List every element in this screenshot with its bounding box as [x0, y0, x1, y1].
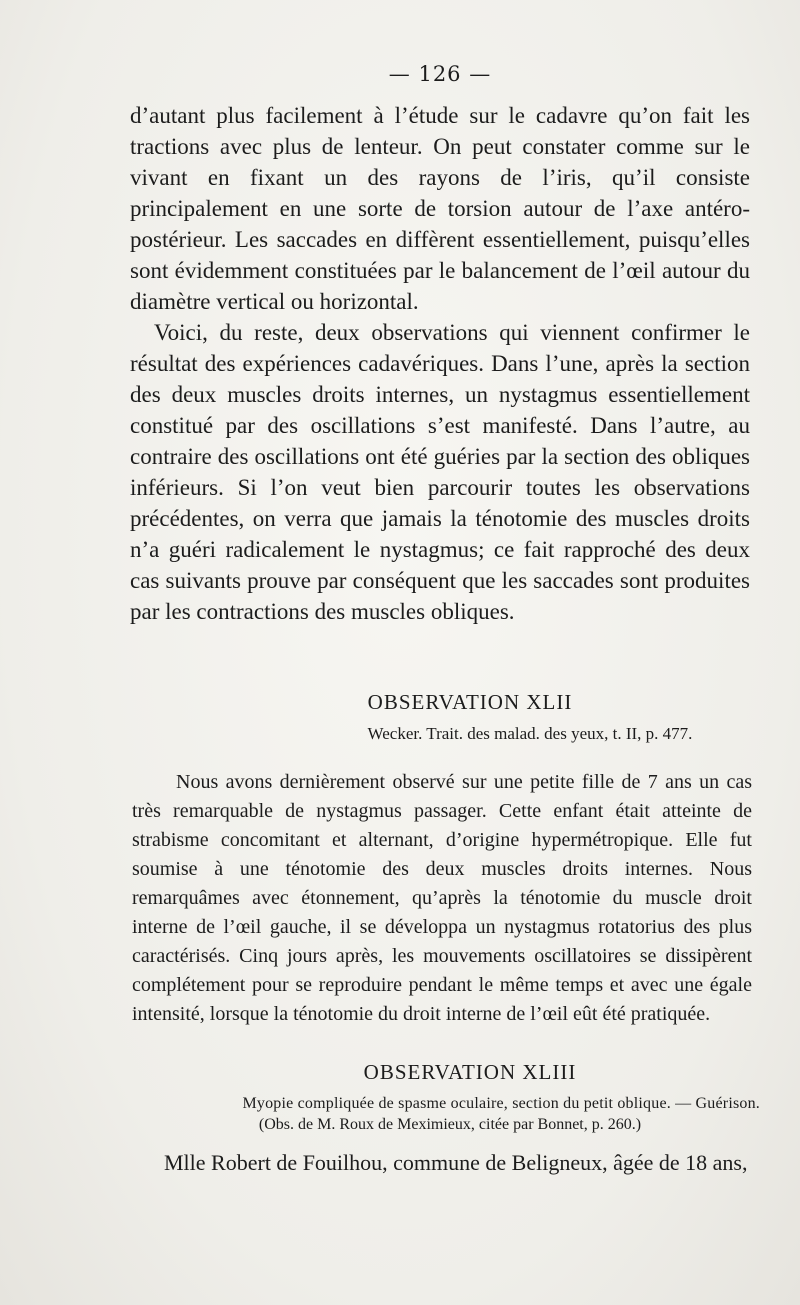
- intro-paragraph-2: Voici, du reste, deux observations qui viennent confirmer le résultat des expériences cadavériques. Dans l’une, après la section des deux muscles droits internes, un nystagmus essentiellement constitué par des oscillations s’est manifesté. Dans l’autre, au contraire des oscillations ont été guéries par la section des obliques inférieurs. Si l’on veut bien parcourir toutes les observations précédentes, on verra que jamais la ténotomie des muscles droits n’a guéri radicalement le nystagmus; ce fait rapproché des deux cas suivants prouve par conséquent que les saccades sont produites par les contractions des muscles obliques.: [130, 320, 750, 624]
- observation-43-title: OBSERVATION XLIII: [363, 1060, 577, 1084]
- observation-43-reference: (Obs. de M. Roux de Meximieux, citée par Bonnet, p. 260.): [258, 1116, 642, 1133]
- observation-42-source: Wecker. Trait. des malad. des yeux, t. II, p. 477.: [367, 724, 693, 743]
- observation-42-title: OBSERVATION XLII: [367, 690, 573, 714]
- page-number: — 126 —: [388, 62, 492, 86]
- observation-42-paragraph: Nous avons dernièrement observé sur une petite fille de 7 ans un cas très remarquable de nystagmus passager. Cette enfant était atteinte de strabisme concomitant et alternant, d’origine hypermétropique. Elle fut soumise à une ténotomie des deux muscles droits internes. Nous remarquâmes avec étonnement, qu’après la ténotomie du muscle droit interne de l’œil gauche, il se développa un nystagmus rotatorius des plus caractérisés. Cinq jours après, les mouvements oscillatoires se dissipèrent complétement pour se reproduire pendant le même temps et avec une égale intensité, lorsque la ténotomie du droit interne de l’œil eût été pratiquée.: [132, 771, 752, 1025]
- intro-text: [130, 100, 750, 627]
- intro-paragraph-1: d’autant plus facilement à l’étude sur le cadavre qu’on fait les tractions avec plus de lenteur. On peut constater comme sur le vivant en fixant un des rayons de l’iris, qu’il consiste principalement en une sorte de torsion autour de l’axe antéro-postérieur. Les saccades en diffèrent essentiellement, puisqu’elles sont évidemment constituées par le balancement de l’œil autour du diamètre vertical ou horizontal.: [130, 103, 750, 314]
- observation-43-body: Mlle Robert de Fouilhou, commune de Beligneux, âgée de 18 ans,: [164, 1150, 748, 1175]
- observation-42-body: [132, 768, 752, 1029]
- observation-43-subtitle: Myopie compliquée de spasme oculaire, section du petit oblique. — Guérison.: [242, 1095, 760, 1112]
